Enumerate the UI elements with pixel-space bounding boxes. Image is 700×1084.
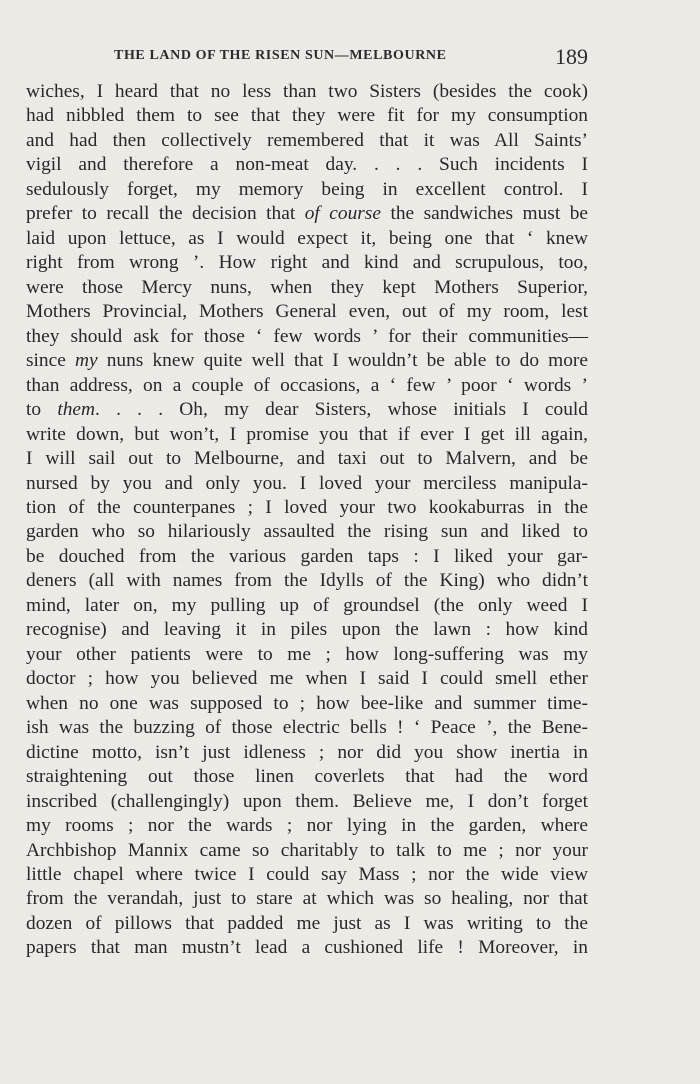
text-segment: little chapel where twice I could say Mass ; nor the wide view — [26, 864, 588, 885]
text-line — [26, 447, 588, 471]
italic-text: my — [74, 350, 98, 372]
text-line — [26, 251, 588, 275]
page-header — [114, 44, 588, 72]
text-line — [26, 765, 588, 789]
body-text — [26, 80, 588, 961]
italic-text: them — [57, 399, 96, 421]
text-line — [26, 545, 588, 569]
text-segment: recognise) and leaving it in piles upon the lawn : how kind — [26, 619, 588, 641]
text-line — [26, 887, 588, 911]
text-line — [26, 569, 588, 593]
text-line — [26, 80, 588, 104]
text-line — [26, 618, 588, 642]
text-segment: tion of the counterpanes ; I loved your two kookaburras in the — [26, 496, 588, 518]
text-line — [26, 520, 588, 544]
text-segment: nursed by you and only you. I loved your merciless manipula- — [26, 472, 588, 494]
text-line — [26, 839, 588, 863]
text-segment: papers that man mustn’t lead a cushioned life ! Moreover, in — [26, 937, 588, 959]
italic-text: of course — [304, 203, 381, 225]
text-segment: dictine motto, isn’t just idleness ; nor did you show inertia in — [26, 741, 588, 763]
text-segment: prefer to recall the decision that — [26, 203, 305, 225]
text-segment: and had then collectively remembered that it was All Saints’ — [26, 129, 588, 151]
text-segment: when no one was supposed to ; how bee-like and summer time- — [26, 692, 588, 714]
text-segment: your other patients were to me ; how long-suffering was my — [26, 643, 588, 665]
text-line — [26, 643, 588, 667]
text-line — [26, 912, 588, 936]
text-line — [26, 325, 588, 349]
text-line — [26, 716, 588, 740]
text-line — [26, 692, 588, 716]
text-segment: to — [26, 399, 58, 421]
text-line — [26, 936, 588, 960]
running-head: THE LAND OF THE RISEN SUN—MELBOURNE — [114, 48, 447, 63]
text-segment: had nibbled them to see that they were fit for my consumption — [26, 105, 588, 127]
text-segment: were those Mercy nuns, when they kept Mothers Superior, — [26, 276, 588, 298]
text-line — [26, 227, 588, 251]
text-segment: deners (all with names from the Idylls of the King) who didn’t — [26, 570, 588, 592]
text-segment: Mothers Provincial, Mothers General even, out of my room, lest — [26, 301, 588, 323]
text-line — [26, 104, 588, 128]
text-segment: from the verandah, just to stare at which was so healing, nor that — [26, 888, 588, 910]
text-segment: vigil and therefore a non-meat day. . . . Such incidents I — [26, 154, 588, 176]
text-segment: . . . . Oh, my dear Sisters, whose initials I could — [95, 399, 588, 421]
text-line — [26, 594, 588, 618]
text-line — [26, 202, 588, 226]
text-segment: I will sail out to Melbourne, and taxi out to Malvern, and be — [26, 448, 588, 470]
text-line — [26, 496, 588, 520]
text-line — [26, 300, 588, 324]
text-segment: wiches, I heard that no less than two Sisters (besides the cook) — [26, 81, 588, 102]
text-segment: my rooms ; nor the wards ; nor lying in the garden, where — [26, 815, 588, 837]
text-segment: since — [26, 350, 75, 372]
text-segment: nuns knew quite well that I wouldn’t be able to do more — [97, 350, 588, 372]
text-segment: write down, but won’t, I promise you that if ever I get ill again, — [26, 423, 588, 445]
text-line — [26, 398, 588, 422]
text-line — [26, 153, 588, 177]
text-line — [26, 374, 588, 398]
text-line — [26, 814, 588, 838]
text-segment: garden who so hilariously assaulted the rising sun and liked to — [26, 521, 588, 543]
text-line — [26, 472, 588, 496]
text-line — [26, 790, 588, 814]
text-segment: doctor ; how you believed me when I said I could smell ether — [26, 668, 588, 690]
text-line — [26, 423, 588, 447]
text-segment: ish was the buzzing of those electric bells ! ‘ Peace ’, the Bene- — [26, 717, 588, 739]
text-segment: inscribed (challengingly) upon them. Believe me, I don’t forget — [26, 790, 588, 812]
text-segment: the sandwiches must be — [380, 203, 588, 225]
text-segment: dozen of pillows that padded me just as I was writing to the — [26, 912, 588, 934]
page-number: 189 — [555, 44, 588, 69]
text-line — [26, 276, 588, 300]
text-line — [26, 129, 588, 153]
text-line — [26, 178, 588, 202]
text-line — [26, 863, 588, 887]
text-segment: be douched from the various garden taps : I liked your gar- — [26, 545, 588, 567]
text-line — [26, 741, 588, 765]
text-segment: than address, on a couple of occasions, a ‘ few ’ poor ‘ words ’ — [26, 374, 588, 396]
text-segment: sedulously forget, my memory being in excellent control. I — [26, 178, 588, 200]
text-segment: laid upon lettuce, as I would expect it, being one that ‘ knew — [26, 227, 588, 249]
text-line — [26, 667, 588, 691]
text-segment: mind, later on, my pulling up of groundsel (the only weed I — [26, 594, 588, 616]
text-segment: Archbishop Mannix came so charitably to talk to me ; nor your — [26, 839, 588, 861]
text-segment: straightening out those linen coverlets that had the word — [26, 766, 588, 788]
text-line — [26, 349, 588, 373]
text-segment: they should ask for those ‘ few words ’ for their communities— — [26, 325, 588, 347]
text-segment: right from wrong ’. How right and kind and scrupulous, too, — [26, 252, 588, 274]
